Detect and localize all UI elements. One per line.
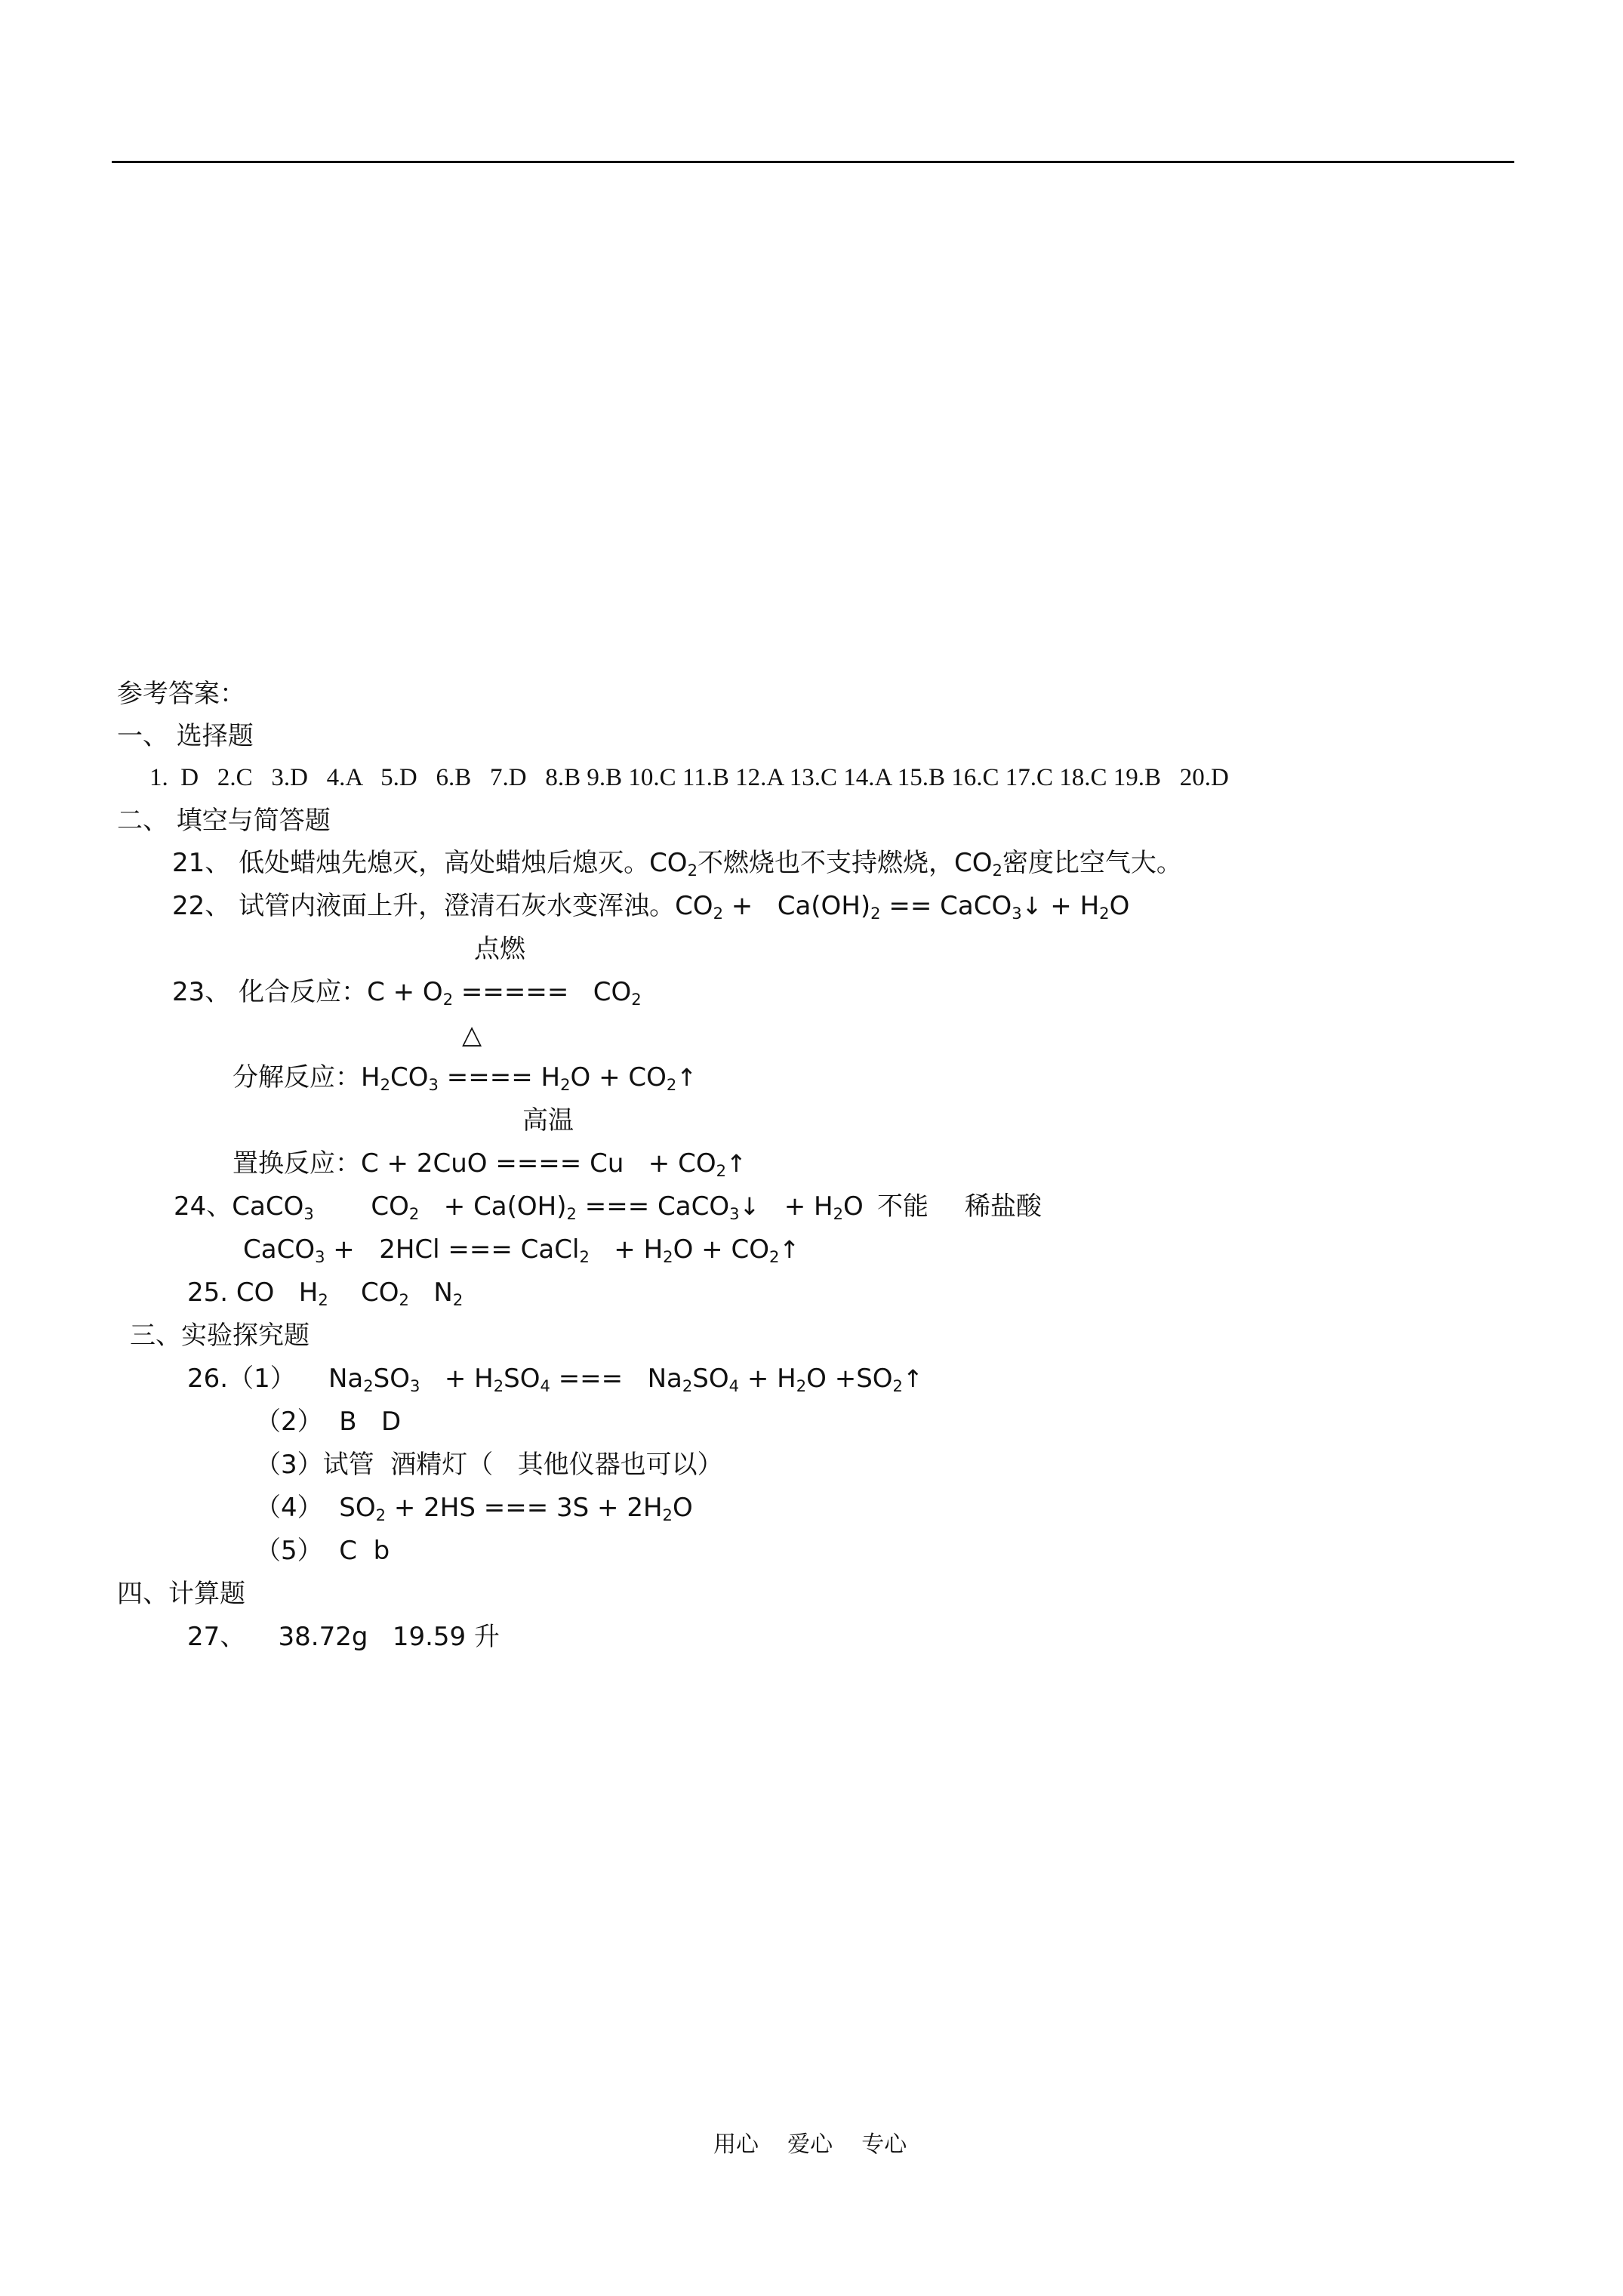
precipitate-arrow-icon: ↓: [739, 1192, 760, 1221]
gas-arrow-icon: ↑: [726, 1149, 747, 1178]
page-footer: 用心 爱心 专心: [713, 2131, 907, 2158]
q24-line-1: 24、CaCO$_3$ $CO_2 + Ca(OH)_2$ === CaCO$_3$↓ + $H_2O$: [174, 1191, 864, 1223]
section-1-heading: 一、 选择题: [117, 721, 254, 751]
gas-arrow-icon: ↑: [902, 1364, 923, 1393]
q26-part5: （5） C b: [255, 1536, 390, 1566]
q26-part1: 26.（1） $Na_2SO_3 + H_2SO_4$ === $Na_2SO_4 + H_2O$ $+SO_2↑$: [187, 1364, 923, 1395]
q23-combination-condition: 点燃: [474, 934, 525, 964]
answer-key-title: 参考答案：: [117, 679, 245, 709]
section-2-heading: 二、 填空与简答题: [117, 806, 331, 836]
precipitate-arrow-icon: ↓: [1021, 892, 1042, 920]
choice-answers: 1. D 2.C 3.D 4.A 5.D 6.B 7.D 8.B 9.B 10.C 11.B 12.A 13.C 14.A 15.B 16.C 17.C 18.C 19.B 20.D: [149, 764, 1229, 791]
header-rule: [112, 161, 1514, 163]
q22-number: 22、: [172, 891, 231, 921]
q27-line: 27、 38.72g 19.59 升: [187, 1622, 500, 1652]
q24-cannot: 不能: [877, 1191, 929, 1222]
q26-part3: （3）试管 酒精灯（ 其他仪器也可以）: [255, 1450, 723, 1480]
q25-line: 25. CO $H_2$ $CO_2$ $N_2$: [187, 1277, 463, 1309]
q24-number: 24、: [174, 1191, 233, 1222]
q21-line: 21、 低处蜡烛先熄灭，高处蜡烛后熄灭。$CO_2$不燃烧也不支持燃烧，$CO_2$密度比空气大。: [172, 848, 1182, 880]
q24-dilute-hcl: 稀盐酸: [965, 1191, 1042, 1222]
q23-combination-line: 23、 化合反应：$C + O_2$ ===== $CO_2$: [172, 977, 642, 1009]
q23-decomposition-condition: △: [462, 1020, 482, 1050]
q23-displacement-line: 置换反应：C + 2CuO ==== $Cu + CO_2↑$: [233, 1148, 747, 1180]
q25-number: 25.: [187, 1277, 229, 1308]
q26-part4: （4） $SO_2 + 2HS$ === $3S + 2H_2O$: [255, 1493, 693, 1524]
q24-line-2: CaCO$_3$ + 2HCl === CaCl$_2$ + $H_2O$ + $CO_2↑$: [243, 1234, 800, 1266]
q23-decomposition-line: 分解反应：$H_2CO_3$ ==== $H_2O$ + $CO_2↑$: [233, 1062, 698, 1094]
gas-arrow-icon: ↑: [676, 1063, 698, 1092]
q22-line: 22、 试管内液面上升，澄清石灰水变浑浊。$CO_2 + Ca(OH)_2$ == CaCO$_3$↓ + $H_2O$: [172, 891, 1130, 923]
q26-part2: （2） B D: [255, 1407, 402, 1437]
q23-displacement-condition: 高温: [522, 1105, 574, 1136]
q27-number: 27、: [187, 1622, 246, 1652]
section-3-heading: 三、实验探究题: [130, 1321, 310, 1351]
q23-number: 23、: [172, 977, 231, 1007]
gas-arrow-icon: ↑: [779, 1235, 800, 1264]
q26-number: 26.: [187, 1364, 229, 1394]
q21-number: 21、: [172, 848, 231, 878]
section-4-heading: 四、计算题: [117, 1579, 245, 1609]
